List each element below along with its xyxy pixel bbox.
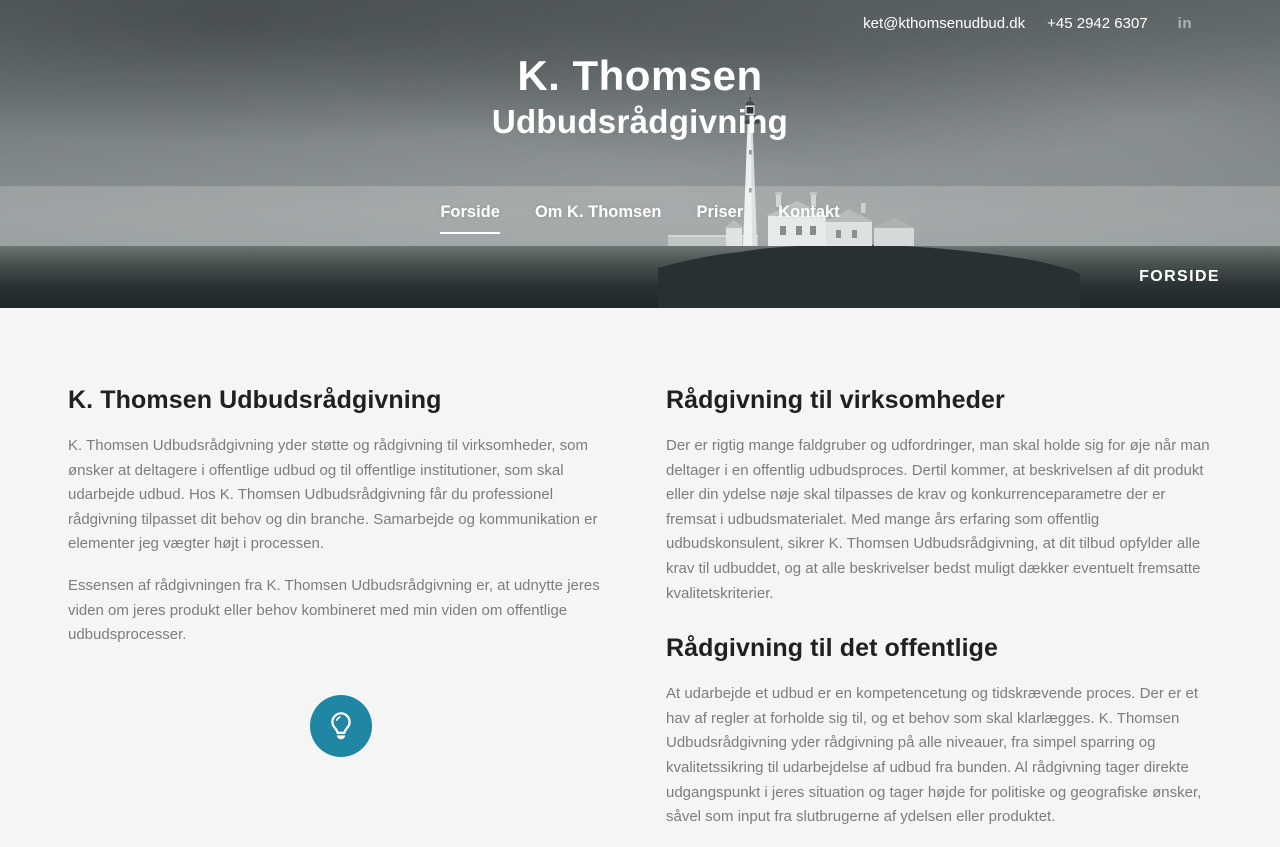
nav-item-om-k-thomsen[interactable]: Om K. Thomsen — [534, 203, 662, 221]
intro-paragraph-1: K. Thomsen Udbudsrådgivning yder støtte og rådgivning til virksomheder, som ønsker at deltagere i offentlige udbud og til offentlige institutioner, som skal udarbejde udbud. Hos K. Thomsen Udbudsrådgivning får du professionel rådgivning tilpasset dit behov og din branche. Samarbejde og kommunikation er elementer jeg vægter højt i processen. — [68, 437, 598, 553]
site-subtitle: Udbudsrådgivning — [491, 103, 789, 141]
lightbulb-badge — [310, 695, 372, 757]
hero-banner — [0, 0, 1280, 308]
intro-heading: K. Thomsen Udbudsrådgivning — [68, 386, 442, 414]
virksomheder-paragraph: Der er rigtig mange faldgruber og udfordringer, man skal holde sig for øje når man deltager i en offentlig udbudsproces. Dertil kommer, at beskrivelsen af dit produkt eller din ydelse nøje skal tilpasses de krav og konkurrenceparametre der er fremsat i udbudsmaterialet. Med mange års erfaring som offentlig udbudskonsulent, sikrer K. Thomsen Udbudsrådgivning, at dit tilbud opfylder alle krav til udbuddet, og at alle beskrivelser bedst muligt dækker eventuelt fremsatte kvalitetskriterier. — [666, 437, 1210, 602]
section-offentlige — [666, 633, 1212, 830]
topbar — [0, 0, 1280, 46]
site-title-block — [0, 54, 1280, 140]
nav-item-forside[interactable]: Forside — [440, 203, 500, 234]
main-nav — [0, 203, 1280, 234]
breadcrumb: FORSIDE — [1139, 268, 1220, 285]
lightbulb-icon — [327, 709, 355, 743]
nav-item-priser[interactable]: Priser — [696, 203, 744, 221]
offentlige-heading: Rådgivning til det offentlige — [666, 634, 999, 663]
virksomheder-heading: Rådgivning til virksomheder — [666, 386, 1005, 414]
linkedin-icon[interactable]: in — [1177, 14, 1192, 32]
intro-section — [68, 385, 614, 847]
site-title: K. Thomsen — [517, 52, 763, 99]
services-column — [666, 385, 1212, 847]
phone-link[interactable]: +45 2942 6307 — [1047, 14, 1148, 32]
offentlige-paragraph: At udarbejde et udbud er en kompetencetung og tidskrævende proces. Der er et hav af regler at forholde sig til, og et behov som skal klarlægges. K. Thomsen Udbudsrådgivning yder rådgivning på alle niveauer, fra simpel sparring og kvalitetssikring til udarbejdelse af udbud fra bunden. Al rådgivning tager direkte udgangspunkt i jeres situation og tager højde for politiske og geografiske ønsker, såvel som input fra slutbrugerne af ydelsen eller produktet. — [666, 685, 1202, 826]
main-content — [68, 308, 1212, 847]
nav-item-kontakt[interactable]: Kontakt — [778, 203, 840, 221]
email-link[interactable]: ket@kthomsenudbud.dk — [863, 14, 1026, 32]
section-virksomheder — [666, 385, 1212, 606]
badge-wrap — [68, 695, 614, 757]
intro-paragraph-2: Essensen af rådgivningen fra K. Thomsen Udbudsrådgivning er, at udnytte jeres viden om jeres produkt eller behov kombineret med min viden om offentlige udbudsprocesser. — [68, 576, 600, 644]
